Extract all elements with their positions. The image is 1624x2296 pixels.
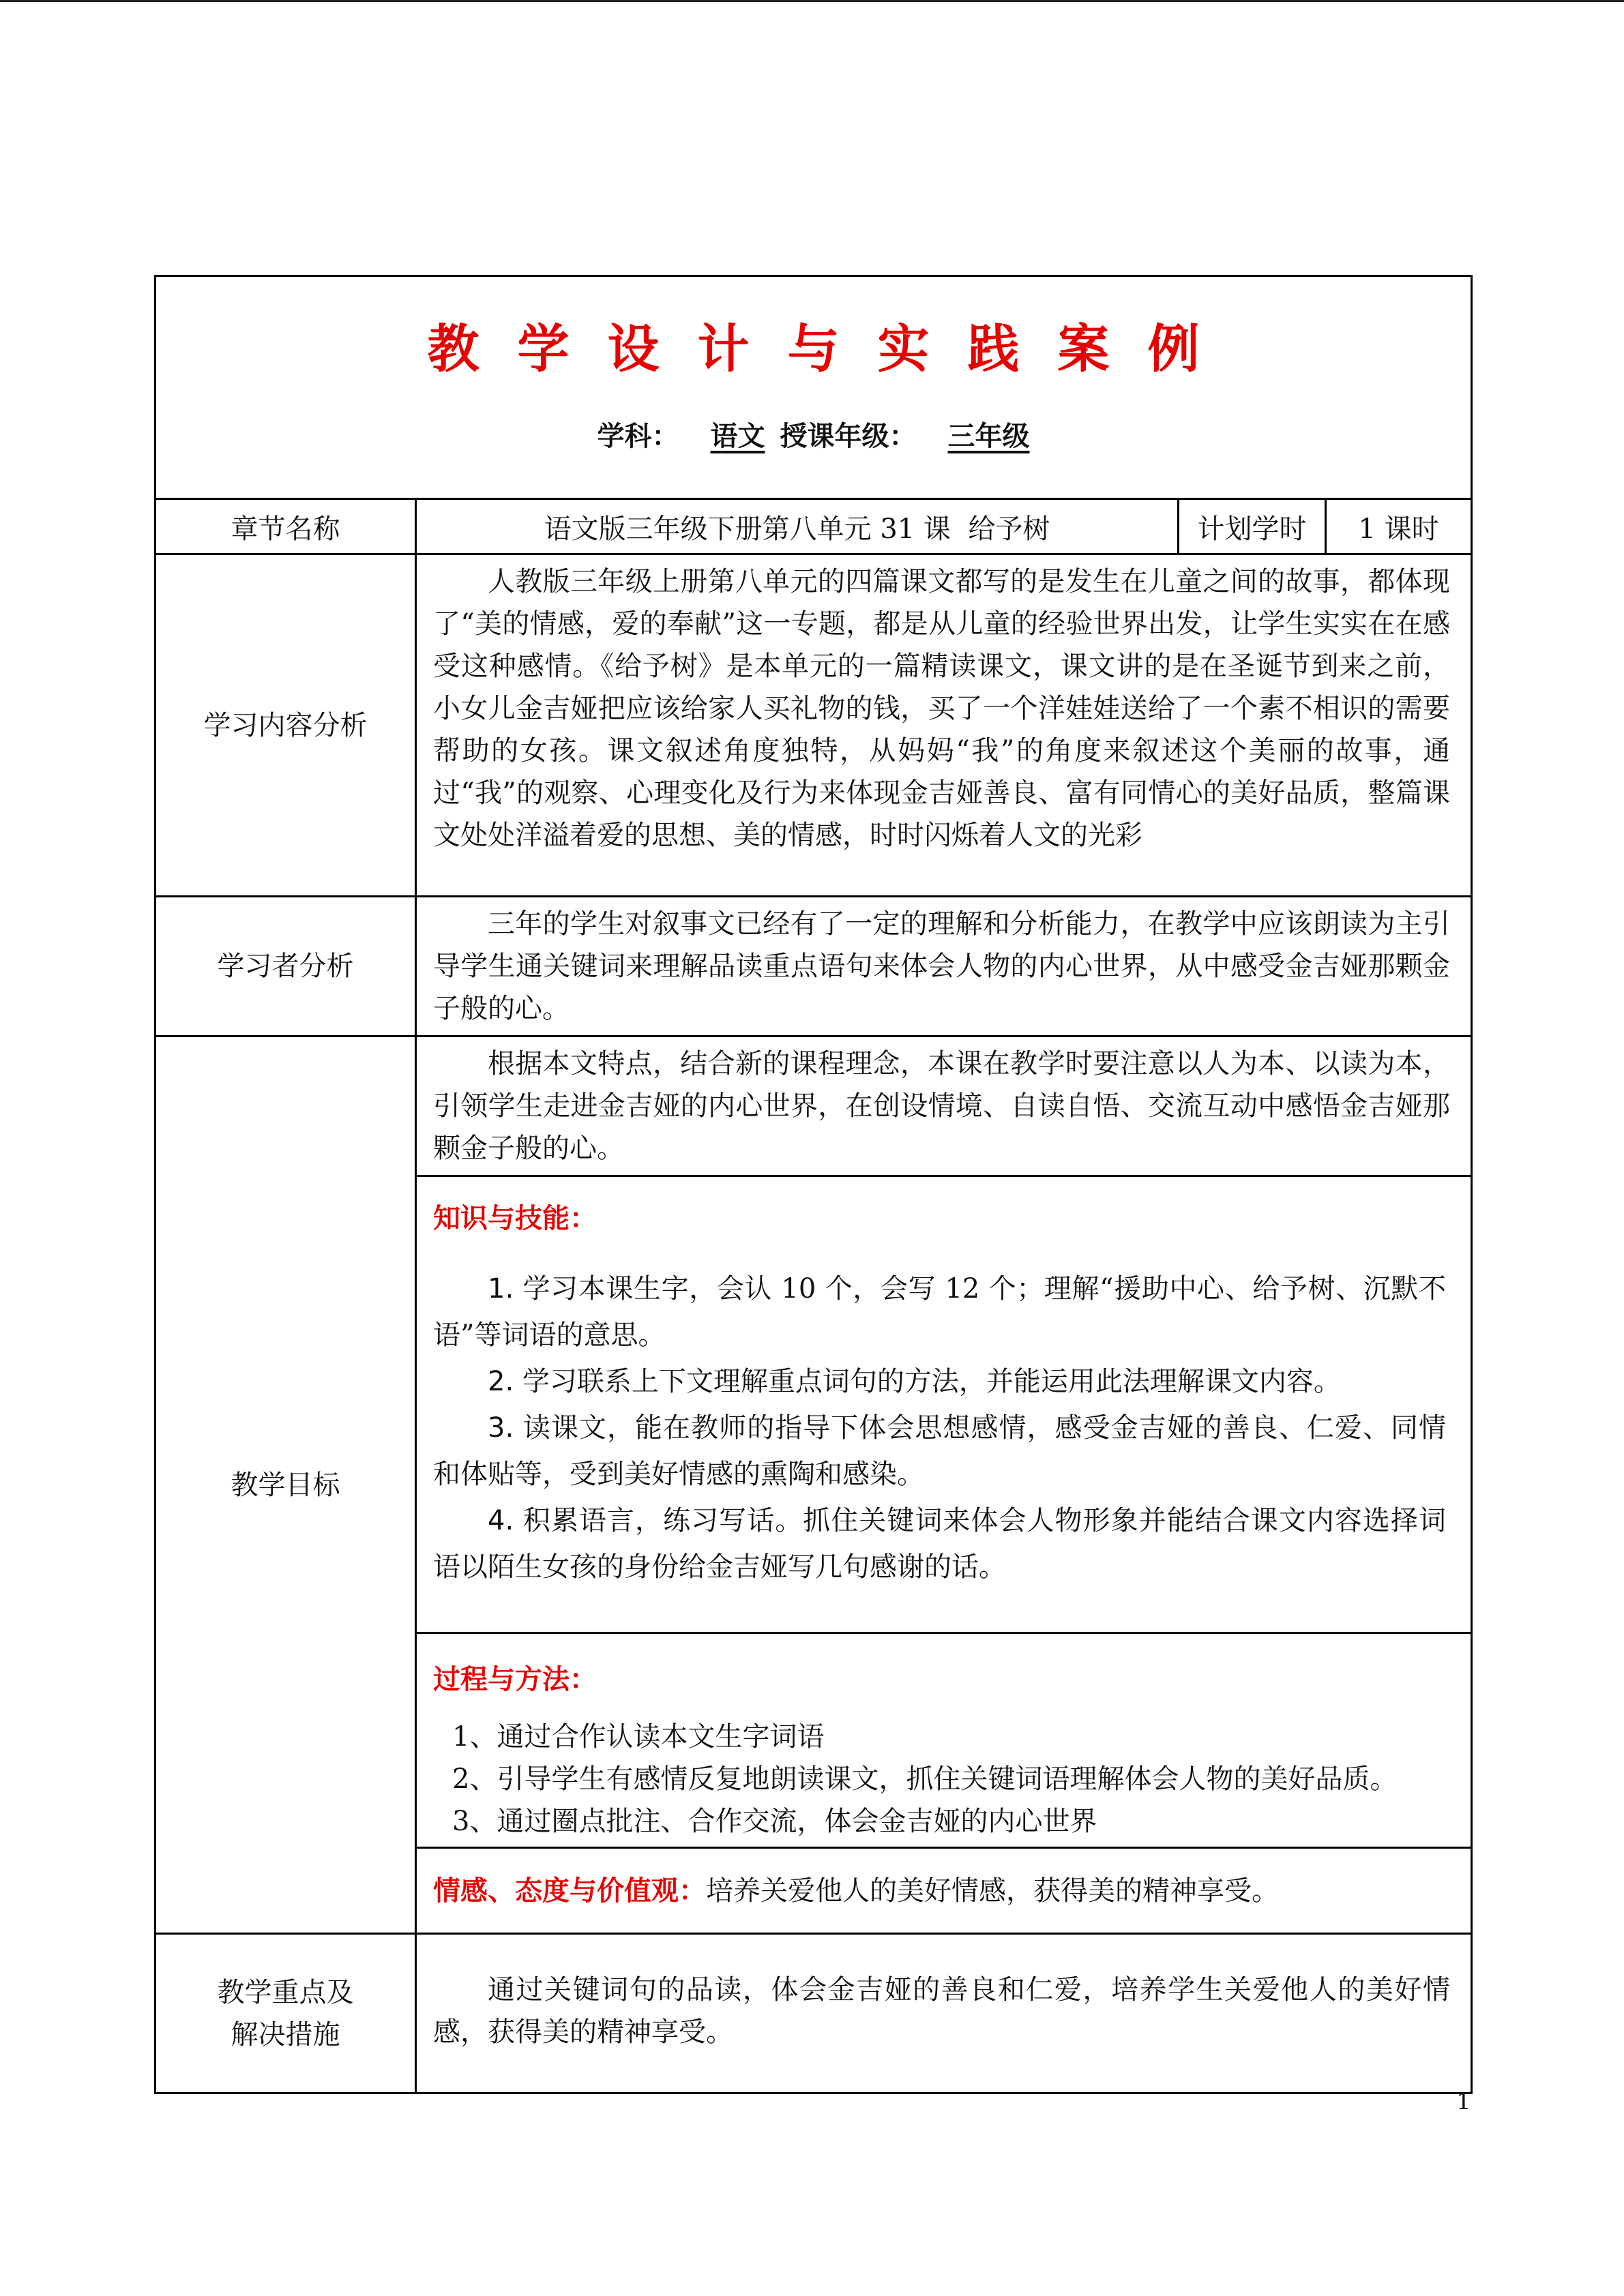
chapter-row [156,499,1472,554]
goals-label: 教学目标 [156,1037,416,1934]
emotion-label: 情感、态度与价值观： [433,1875,706,1907]
goals-intro-row [156,1037,1472,1176]
knowledge-item: 1. 学习本课生字，会认 10 个，会写 12 个；理解“援助中心、给予树、沉默不语”等词语的意思。 [433,1273,1447,1351]
process-item: 3、通过圈点批注、合作交流，体会金吉娅的内心世界 [452,1806,1097,1837]
process-item: 1、通过合作认读本文生字词语 [452,1721,825,1753]
knowledge-heading: 知识与技能： [433,1203,597,1234]
learner-analysis-label: 学习者分析 [156,897,416,1037]
knowledge-item: 4. 积累语言，练习写话。抓住关键词来体会人物形象并能结合课文内容选择词语以陌生女孩的身份给金吉娅写几句感谢的话。 [433,1505,1446,1583]
key-points-row [156,1934,1472,2093]
chapter-value: 语文版三年级下册第八单元 31 课 给予树 [416,499,1179,554]
knowledge-item: 3. 读课文，能在教师的指导下体会思想感情，感受金吉娅的善良、仁爱、同情和体贴等，受到美好情感的熏陶和感染。 [433,1412,1446,1490]
key-points-label [156,1934,416,2093]
chapter-label: 章节名称 [156,499,416,554]
goals-intro-text: 根据本文特点，结合新的课程理念，本课在教学时要注意以人为本、以读为本，引领学生走进金吉娅的内心世界，在创设情境、自读自悟、交流互动中感悟金吉娅那颗金子般的心。 [433,1048,1450,1164]
knowledge-cell [416,1176,1472,1633]
process-heading: 过程与方法： [433,1664,597,1695]
emotion-cell [416,1848,1472,1934]
content-analysis-text: 人教版三年级上册第八单元的四篇课文都写的是发生在儿童之间的故事，都体现了“美的情感，爱的奉献”这一专题，都是从儿童的经验世界出发，让学生实实在在感受这种感情。《给予树》是本单元的一篇精读课文，课文讲的是在圣诞节到来之前，小女儿金吉娅把应该给家人买礼物的钱，买了一个洋娃娃送给了一个素不相识的需要帮助的女孩。课文叙述角度独特，从妈妈“我”的角度来叙述这个美丽的故事，通过“我”的观察、心理变化及行为来体现金吉娅善良、富有同情心的美好品质，整篇课文处处洋溢着爱的思想、美的情感，时时闪烁着人文的光彩 [433,566,1450,851]
page-top-rule [0,0,1624,2]
key-points-cell [416,1934,1472,2093]
learner-analysis-text: 三年的学生对叙事文已经有了一定的理解和分析能力，在教学中应该朗读为主引导学生通关键词来理解品读重点语句来体会人物的内心世界，从中感受金吉娅那颗金子般的心。 [433,908,1450,1024]
knowledge-item: 2. 学习联系上下文理解重点词句的方法，并能运用此法理解课文内容。 [488,1366,1341,1397]
grade-value: 三年级 [947,421,1030,452]
process-item: 2、引导学生有感情反复地朗读课文，抓住关键词语理解体会人物的美好品质。 [452,1763,1398,1795]
content-analysis-cell [416,554,1472,897]
process-cell [416,1633,1472,1848]
title-cell [156,276,1472,499]
learner-analysis-row [156,897,1472,1037]
plan-hours-value: 1 课时 [1326,499,1472,554]
key-points-label-line2: 解决措施 [231,2018,340,2051]
grade-label: 授课年级： [780,421,917,452]
title-row [156,276,1472,499]
key-points-text: 通过关键词句的品读，体会金吉娅的善良和仁爱，培养学生关爱他人的美好情感，获得美的精神享受。 [433,1974,1450,2048]
subject-value: 语文 [710,421,765,452]
plan-hours-label: 计划学时 [1179,499,1326,554]
goals-intro-cell [416,1037,1472,1176]
subject-line [156,417,1471,456]
page-title: 教学设计与实践案例 [427,318,1238,379]
content-analysis-label: 学习内容分析 [156,554,416,897]
emotion-text: 培养关爱他人的美好情感，获得美的精神享受。 [706,1875,1279,1907]
subject-label: 学科： [597,421,679,452]
page-number: 1 [1456,2088,1471,2115]
content-analysis-row [156,554,1472,897]
learner-analysis-cell [416,897,1472,1037]
key-points-label-line1: 教学重点及 [217,1976,354,2008]
emotion-line [417,1870,1471,1912]
lesson-plan-table [154,275,1473,2094]
